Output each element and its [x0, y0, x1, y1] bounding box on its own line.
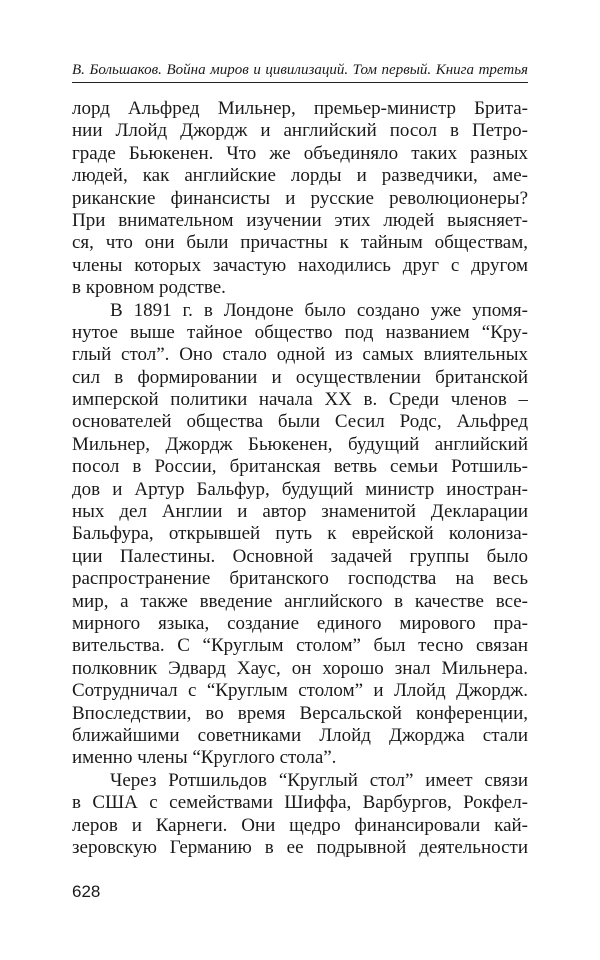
text-line: мирного языка, создание единого мирового пра- — [72, 612, 528, 634]
text-line: риканские финансисты и русские революционеры? — [72, 187, 528, 209]
text-line: члены которых зачастую находились друг с другом — [72, 254, 528, 276]
text-line: людей, как английские лорды и разведчики, аме- — [72, 165, 528, 187]
text-line: в США с семействами Шиффа, Варбургов, Рокфел- — [72, 792, 528, 814]
text-line: Мильнер, Джордж Бьюкенен, будущий английский — [72, 433, 528, 455]
text-line: основателей общества были Сесил Родс, Альфред — [72, 411, 528, 433]
body-text — [72, 98, 528, 859]
text-line: граде Бьюкенен. Что же объединяло таких разных — [72, 142, 528, 164]
text-line: вительства. С “Круглым столом” был тесно связан — [72, 635, 528, 657]
page-number: 628 — [72, 882, 101, 901]
text-line: полковник Эдвард Хаус, он хорошо знал Мильнера. — [72, 657, 528, 679]
text-line: дов и Артур Бальфур, будущий министр иностран- — [72, 478, 528, 500]
text-line: ближайшими советниками Ллойд Джорджа стали — [72, 724, 528, 746]
text-line: леров и Карнеги. Они щедро финансировали кай- — [72, 814, 528, 836]
text-line: лорд Альфред Мильнер, премьер-министр Брита- — [72, 98, 528, 119]
text-line: сил в формировании и осуществлении британской — [72, 366, 528, 388]
text-line: Через Ротшильдов “Круглый стол” имеет связи — [110, 769, 528, 791]
text-line: мир, а также введение английского в качестве все- — [72, 590, 528, 612]
text-line: При внимательном изучении этих людей выясняет- — [72, 209, 528, 231]
text-line: имперской политики начала XX в. Среди членов – — [72, 389, 528, 411]
text-line: Впоследствии, во время Версальской конференции, — [72, 702, 528, 724]
running-header: В. Большаков. Война миров и цивилизаций. Том первый. Книга третья — [72, 60, 528, 83]
text-line: глый стол”. Оно стало одной из самых влиятельных — [72, 344, 528, 366]
text-line: распространение британского господства на весь — [72, 568, 528, 590]
text-line: нутое выше тайное общество под названием “Кру- — [72, 321, 528, 343]
text-line: зеровскую Германию в ее подрывной деятельности — [72, 836, 528, 858]
text-line: посол в России, британская ветвь семьи Ротшиль- — [72, 456, 528, 478]
text-line: ных дел Англии и автор знаменитой Декларации — [72, 501, 528, 523]
text-line: в кровном родстве. — [72, 277, 226, 299]
text-line: В 1891 г. в Лондоне было создано уже упомя- — [110, 299, 528, 321]
text-line: ции Палестины. Основной задачей группы было — [72, 545, 528, 567]
paragraph — [72, 770, 528, 860]
paragraph — [72, 300, 528, 770]
paragraph — [72, 98, 528, 300]
text-line: именно члены “Круглого стола”. — [72, 747, 337, 769]
text-line: ся, что они были причастны к тайным обществам, — [72, 232, 528, 254]
text-line: Бальфура, открывшей путь к еврейской колониза- — [72, 523, 528, 545]
text-line: нии Ллойд Джордж и английский посол в Петро- — [72, 120, 528, 142]
text-line: Сотрудничал с “Круглым столом” и Ллойд Джордж. — [72, 680, 528, 702]
